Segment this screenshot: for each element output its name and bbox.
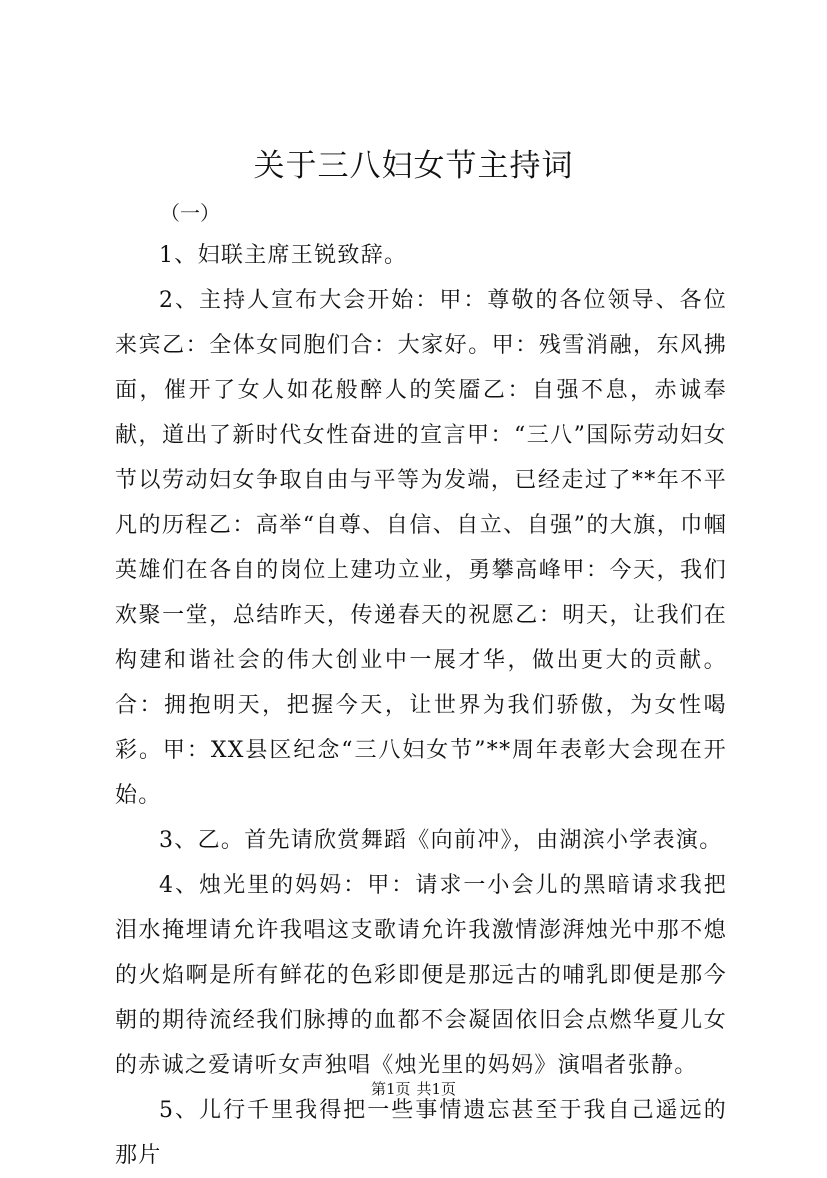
document-body <box>115 233 727 1178</box>
paragraph-5: 5、儿行千里我得把一些事情遗忘甚至于我自己遥远的那片 <box>115 1098 727 1168</box>
paragraph-4: 4、烛光里的妈妈：甲：请求一小会儿的黑暗请求我把泪水掩埋请允许我唱这支歌请允许我激情澎湃烛光中那不熄的火焰啊是所有鲜花的色彩即便是那远古的哺乳即便是那今朝的期待流经我们脉搏的血都不会凝固依旧会点燃华夏儿女的赤诚之爱请听女声独唱《烛光里的妈妈》演唱者张静。 <box>115 873 727 1078</box>
paragraph-2: 2、主持人宣布大会开始：甲：尊敬的各位领导、各位来宾乙：全体女同胞们合：大家好。甲：残雪消融，东风拂面，催开了女人如花般醉人的笑靥乙：自强不息，赤诚奉献，道出了新时代女性奋进的宣言甲：“三八”国际劳动妇女节以劳动妇女争取自由与平等为发端，已经走过了**年不平凡的历程乙：高举“自尊、自信、自立、自强”的大旗，巾帼英雄们在各自的岗位上建功立业，勇攀高峰甲：今天，我们欢聚一堂，总结昨天，传递春天的祝愿乙：明天，让我们在构建和谐社会的伟大创业中一展才华，做出更大的贡献。合：拥抱明天，把握今天，让世界为我们骄傲，为女性喝彩。甲：XX县区纪念“三八妇女节”**周年表彰大会现在开始。 <box>115 288 727 808</box>
paragraph-1: 1、妇联主席王锐致辞。 <box>159 243 408 268</box>
page-footer <box>0 1078 827 1100</box>
section-label: （一） <box>160 201 220 225</box>
page-total: 共1页 <box>416 1080 457 1098</box>
document-title: 关于三八妇女节主持词 <box>253 148 574 184</box>
page-number: 第1页 <box>370 1080 411 1098</box>
paragraph-3: 3、乙。首先请欣赏舞蹈《向前冲》，由湖滨小学表演。 <box>159 828 723 853</box>
